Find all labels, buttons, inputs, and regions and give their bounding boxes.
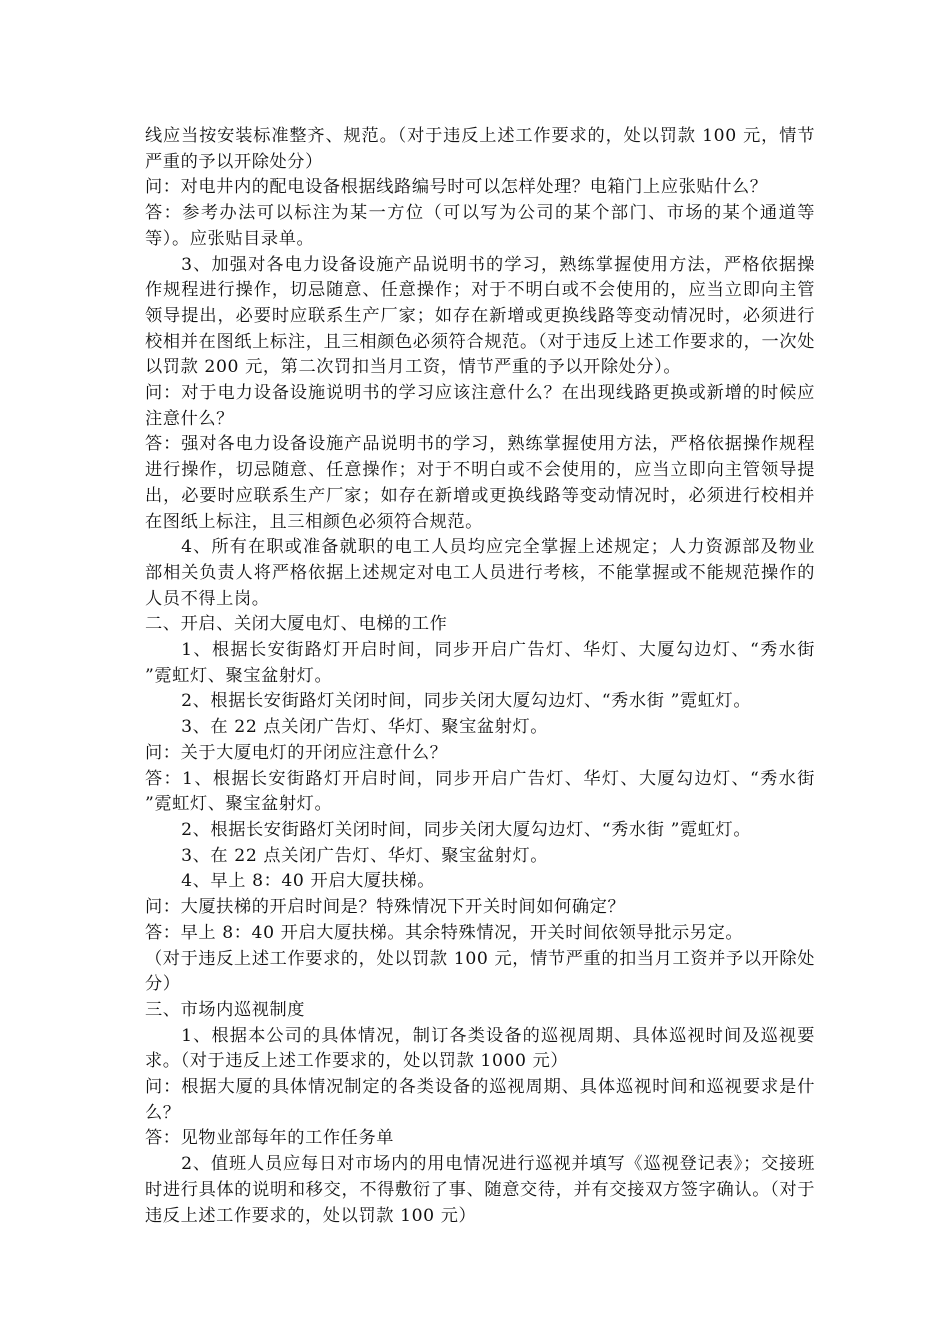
paragraph: 问：对电井内的配电设备根据线路编号时可以怎样处理？电箱门上应张贴什么？ bbox=[145, 177, 768, 198]
document-body bbox=[145, 124, 815, 1229]
paragraph: 问：关于大厦电灯的开闭应注意什么？ bbox=[145, 742, 448, 763]
paragraph: 2、根据长安街路灯关闭时间，同步关闭大厦勾边灯、“秀水街 ”霓虹灯。 bbox=[181, 819, 752, 840]
paragraph: 答：1、根据长安街路灯开启时间，同步开启广告灯、华灯、大厦勾边灯、“秀水街 ”霓虹灯、聚宝盆射灯。 bbox=[145, 768, 815, 815]
paragraph: 答：早上 8：40 开启大厦扶梯。其余特殊情况，开关时间依领导批示另定。 bbox=[145, 922, 744, 943]
paragraph: 1、根据长安街路灯开启时间，同步开启广告灯、华灯、大厦勾边灯、“秀水街 ”霓虹灯、聚宝盆射灯。 bbox=[145, 640, 815, 686]
paragraph: 答：参考办法可以标注为某一方位（可以写为公司的某个部门、市场的某个通道等等）。应张贴目录单。 bbox=[145, 203, 815, 249]
paragraph: 答：强对各电力设备设施产品说明书的学习，熟练掌握使用方法，严格依据操作规程进行操作，切忌随意、任意操作；对于不明白或不会使用的，应当立即向主管领导提出，必要时应联系生产厂家；如存在新增或更换线路等变动情况时，必须进行校相并在图纸上标注，且三相颜色必须符合规范。 bbox=[145, 434, 815, 532]
paragraph: 4、早上 8：40 开启大厦扶梯。 bbox=[181, 871, 436, 892]
paragraph: 答：见物业部每年的工作任务单 bbox=[145, 1128, 395, 1149]
paragraph: 2、根据长安街路灯关闭时间，同步关闭大厦勾边灯、“秀水街 ”霓虹灯。 bbox=[181, 691, 752, 712]
paragraph: 线应当按安装标准整齐、规范。（对于违反上述工作要求的，处以罚款 100 元，情节严重的予以开除处分） bbox=[145, 126, 815, 172]
section-heading: 二、开启、关闭大厦电灯、电梯的工作 bbox=[145, 614, 448, 635]
paragraph: 问：大厦扶梯的开启时间是？特殊情况下开关时间如何确定？ bbox=[145, 897, 626, 918]
section-heading: 三、市场内巡视制度 bbox=[145, 999, 306, 1020]
paragraph: 1、根据本公司的具体情况，制订各类设备的巡视周期、具体巡视时间及巡视要求。（对于违反上述工作要求的，处以罚款 1000 元） bbox=[145, 1025, 815, 1072]
paragraph: （对于违反上述工作要求的，处以罚款 100 元，情节严重的扣当月工资并予以开除处分） bbox=[145, 948, 815, 995]
paragraph: 问：根据大厦的具体情况制定的各类设备的巡视周期、具体巡视时间和巡视要求是什么？ bbox=[145, 1077, 815, 1123]
paragraph: 3、加强对各电力设备设施产品说明书的学习，熟练掌握使用方法，严格依据操作规程进行操作，切忌随意、任意操作；对于不明白或不会使用的，应当立即向主管领导提出，必要时应联系生产厂家；如存在新增或更换线路等变动情况时，必须进行校相并在图纸上标注，且三相颜色必须符合规范。（对于违反上述工作要求的，一次处以罚款 200 元，第二次罚扣当月工资，情节严重的予以开除处分）。 bbox=[145, 254, 815, 378]
paragraph: 2、值班人员应每日对市场内的用电情况进行巡视并填写《巡视登记表》；交接班时进行具体的说明和移交，不得敷衍了事、随意交待，并有交接双方签字确认。（对于违反上述工作要求的，处以罚款 100 元） bbox=[145, 1154, 815, 1226]
paragraph: 3、在 22 点关闭广告灯、华灯、聚宝盆射灯。 bbox=[181, 717, 549, 738]
paragraph: 3、在 22 点关闭广告灯、华灯、聚宝盆射灯。 bbox=[181, 845, 549, 866]
paragraph: 4、所有在职或准备就职的电工人员均应完全掌握上述规定；人力资源部及物业部相关负责人将严格依据上述规定对电工人员进行考核，不能掌握或不能规范操作的人员不得上岗。 bbox=[145, 537, 815, 609]
paragraph: 问：对于电力设备设施说明书的学习应该注意什么？在出现线路更换或新增的时候应注意什么？ bbox=[145, 383, 815, 429]
